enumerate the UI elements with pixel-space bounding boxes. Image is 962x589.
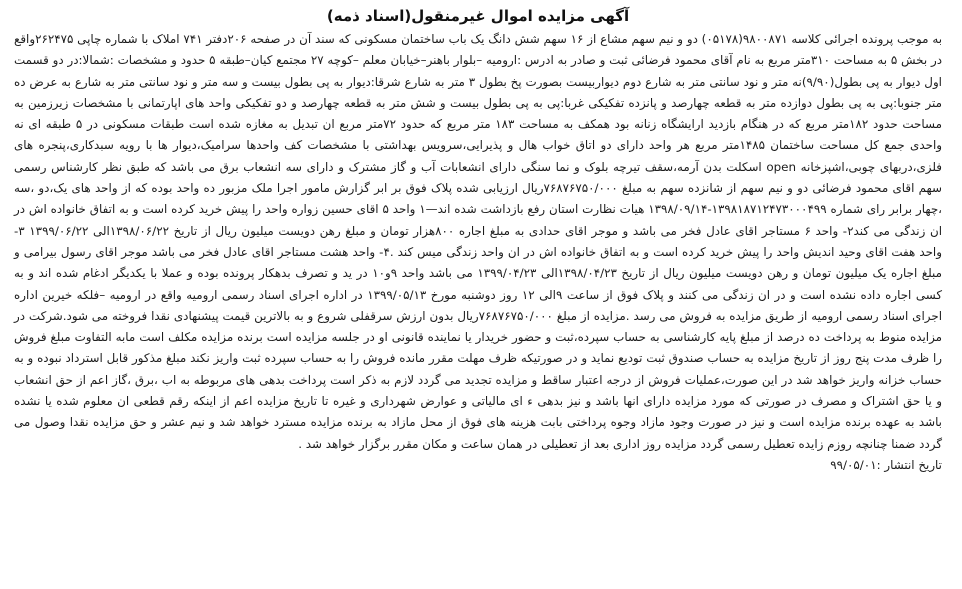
notice-body: به موجب پرونده اجرائی کلاسه ۹۸۰۰۸۷۱(۰۵۱۷۸) دو و نیم سهم مشاع از ۱۶ سهم شش دانگ یک باب ساختمان مسکونی که سند آن در صفحه ۲۰۶دفتر ۷۴۱ املاک با شماره چاپی ۲۶۲۴۷۵واقع در بخش ۵ به مساحت ۳۱۰متر مربع به نام آقای محمود فرضائی ثبت و صادر به ادرس :ارومیه –بلوار باهنر–خیابان معلم –کوچه ۲۷ مجتمع کیان–طبقه ۵ حدود و مشخصات :شمالا:در دو قسمت اول دیوار به پی بطول(۹/۹۰)نه متر و نود سانتی متر به شارع دوم دیواربیست بصورت پخ بطول ۳ متر به شارع شرقا:دیوار به پی بطول بیست و سه متر و نود سانتی متر به شارع به عرض ده متر جنوبا:پی به پی بطول دوازده متر به قطعه چهارصد و پانزده تفکیکی غربا:پی به پی بطول بیست و شش متر به قطعه چهارصد و دو تفکیکی واحد های اپارتمانی با مشخصات زیرزمین به مساحت حدود ۱۸۲متر مربع که در هنگام بازدید ارایشگاه زنانه بود همکف به مساحت ۱۸۳ متر مربع که حدود ۷۲متر مربع ان تبدیل به مغازه شده است طبقات مسکونی در ۵ طبقه ای نه واحدی جمع کل مساحت ساختمان ۱۴۸۵متر مربع هر واحد دارای دو اتاق خواب هال و پذیرایی،سرویس بهداشتی با مشخصات کف واحدها سرامیک،دیوار ها با رویه سبدکاری،پنجره های فلزی،دربهای چوبی،اشپزخانه open اسکلت بدن آرمه،سقف تیرچه بلوک و نما سنگی دارای انشعابات آب و گاز مشترک و دارای سه انشعاب برق می باشد که طبق نظر کارشناس رسمی سهم اقای محمود فرضائی دو و نیم سهم از شانزده سهم به مبلغ ۷۶۸۷۶۷۵۰/۰۰۰ریال ارزیابی شده پلاک فوق بر ابر گزارش مامور اجرا ملک مزبور ده واحد بوده که از واحد های یک،دو ،سه ،چهار برابر رای شماره ۱۳۹۸۱۸۷۱۲۴۷۳۰۰۰۴۹۹-۱۳۹۸/۰۹/۱۴ هیات نظارت استان رفع بازداشت شده اند—۱ واحد ۵ اقای حسین زواره واحد را پیش خرید کرده است و به اتفاق خانواده اش در ان زندگی می کند۲- واحد ۶ مستاجر اقای عادل فخر می باشد و موجر اقای حدادی به مبلغ اجاره ۸۰۰هزار تومان و مبلغ رهن دویست میلیون ریال از تاریخ ۱۳۹۸/۰۶/۲۲الی ۱۳۹۹/۰۶/۲۲ ۳- واحد هفت اقای وحید اندیش واحد را پیش خرید کرده است و به اتفاق خانواده اش در ان واحد زندگی میس کند .۴- واحد هشت مستاجر اقای عادل فخر می باشد موجر اقای رسول بیرامی و مبلغ اجاره یک میلیون تومان و رهن دویست میلیون ریال از تاریخ ۱۳۹۸/۰۴/۲۳الی ۱۳۹۹/۰۴/۲۳ می باشد واحد ۹و۱۰ در ید و تصرف بدهکار پرونده بوده و عملا با یکدیگر ادغام شده اند و به کسی اجاره داده نشده است و در ان زندگی می کنند و پلاک فوق از ساعت ۹الی ۱۲ روز دوشنبه مورخ ۱۳۹۹/۰۵/۱۳ در اداره اجرای اسناد رسمی ارومیه واقع در ارومیه –فلکه خیرین اداره اجرای اسناد رسمی ارومیه از طریق مزایده به فروش می رسد .مزایده از مبلغ ۷۶۸۷۶۷۵۰/۰۰۰ریال بدون ارزش سرقفلی شروع و به بالاترین قیمت پیشنهادی نقدا فروخته می شود.شرکت در مزایده منوط به پرداخت ده درصد از مبلغ پایه کارشناسی به حساب سپرده،ثبت و حضور خریدار یا نماینده قانونی او در جلسه مزایده است برنده مزایده مکلف است مابه التفاوت مبلغ فروش را ظرف مدت پنج روز از تاریخ مزایده به حساب صندوق ثبت تودیع نماید و در صورتیکه ظرف مهلت مقرر مانده فروش را به حساب سپرده ثبت واریز نکند مبلغ مذکور قابل استرداد نبوده و به حساب خزانه واریز خواهد شد در این صورت،عملیات فروش از درجه اعتبار ساقط و مزایده تجدید می گردد لازم به ذکر است پرداخت بدهی های مربوطه به اب ،برق ،گاز اعم از حق انشعاب و یا حق اشتراک و مصرف در صورتی که مورد مزایده دارای انها باشد و نیز بدهی ء ای مالیاتی و عوارض شهرداری و غیره تا تاریخ مزایده اعم از اینکه رقم قطعی ان معلوم شده یا نشده باشد به عهده برنده مزایده است و نیز در صورت وجود مازاد وجوه پرداختی بابت هزینه های فوق از محل مازاد به برنده مزایده مسترد خواهد شد و نیم عشر و حق مزایده نقدا وصول می گردد ضمنا چنانچه روزم زایده تعطیل رسمی گردد مزایده روز اداری بعد از تعطیلی در همان ساعت و مکان مقرر برگزار خواهد شد .	[14, 32, 943, 451]
notice-title: آگهی مزایده اموال غیرمنقول(اسناد ذمه)	[326, 7, 630, 25]
publication-date: تاریخ انتشار :۹۹/۰۵/۰۱	[830, 457, 942, 472]
